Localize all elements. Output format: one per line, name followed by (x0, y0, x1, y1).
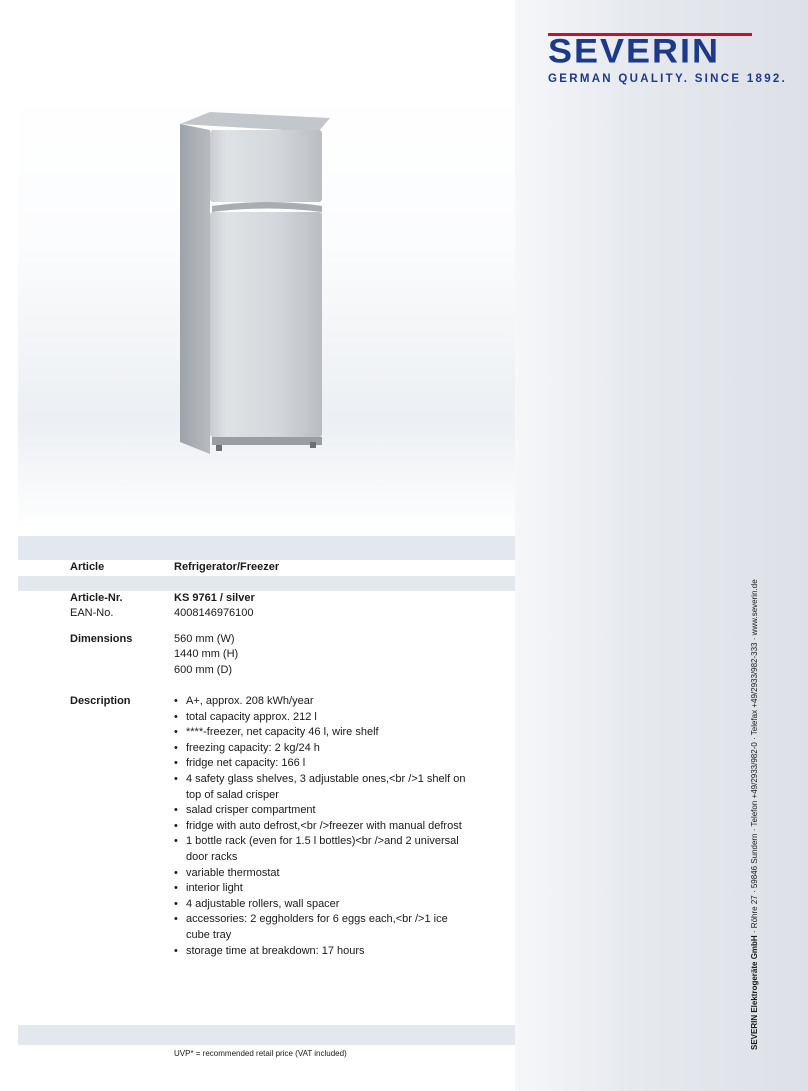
door-handle (212, 202, 322, 212)
description-item: • 4 safety glass shelves, 3 adjustable ones,<br />1 shelf on top of salad crisper (174, 772, 474, 803)
description-item: • 4 adjustable rollers, wall spacer (174, 897, 474, 913)
description-item: • interior light (174, 881, 474, 897)
spec-band-mid (18, 576, 515, 591)
description-item: • total capacity approx. 212 l (174, 710, 474, 726)
fridge-foot-left (216, 445, 222, 451)
label-dimensions: Dimensions (70, 632, 133, 645)
spec-row-dimensions (18, 632, 515, 648)
logo-tagline: GERMAN QUALITY. SINCE 1892. (548, 73, 788, 85)
spec-row-article-nr (18, 591, 515, 607)
value-article: Refrigerator/Freezer (174, 561, 280, 573)
company-address-vertical (750, 579, 759, 1050)
spec-row-article (18, 560, 515, 576)
company-address: · Röhre 27 · 59846 Sundern · Telefon +49/2933/982-0 · Telefax +49/2933/982-333 · www.severin.de (750, 579, 759, 936)
value-dimension-height: 1440 mm (H) (174, 648, 239, 660)
label-ean: EAN-No. (70, 607, 114, 619)
fridge-door (210, 212, 322, 437)
label-article: Article (70, 561, 105, 573)
logo-wordmark: SEVERIN (548, 31, 721, 70)
description-item: • fridge net capacity: 166 l (174, 756, 474, 772)
description-list (174, 694, 474, 959)
label-article-nr: Article-Nr. (70, 591, 123, 604)
spec-row-ean (18, 606, 515, 622)
freezer-door (210, 130, 322, 202)
spec-table (18, 536, 515, 957)
description-item: • A+, approx. 208 kWh/year (174, 694, 474, 710)
description-item: • freezing capacity: 2 kg/24 h (174, 741, 474, 757)
footnote: UVP* = recommended retail price (VAT included) (174, 1049, 347, 1058)
value-dimension-depth: 600 mm (D) (174, 663, 233, 676)
description-item: • fridge with auto defrost,<br />freezer with manual defrost (174, 819, 474, 835)
spec-band-top (18, 536, 515, 560)
description-item: • accessories: 2 eggholders for 6 eggs each,<br />1 ice cube tray (174, 912, 474, 943)
label-description: Description (70, 695, 131, 707)
value-article-nr: KS 9761 / silver (174, 591, 255, 604)
right-side-panel (515, 0, 808, 1091)
description-item: • salad crisper compartment (174, 803, 474, 819)
description-item: • variable thermostat (174, 866, 474, 882)
fridge-base (212, 437, 322, 445)
spec-band-bottom (18, 1025, 515, 1045)
refrigerator-image (172, 112, 342, 457)
fridge-foot-right (310, 442, 316, 448)
severin-logo (548, 31, 788, 85)
value-ean: 4008146976100 (174, 607, 254, 619)
description-item: • storage time at breakdown: 17 hours (174, 944, 474, 960)
value-dimension-width: 560 mm (W) (174, 632, 235, 645)
company-name: SEVERIN Elektrogeräte GmbH (750, 935, 759, 1050)
description-item: • ****-freezer, net capacity 46 l, wire shelf (174, 725, 474, 741)
description-item: • 1 bottle rack (even for 1.5 l bottles)<br />and 2 universal door racks (174, 834, 474, 865)
fridge-side (180, 124, 210, 454)
